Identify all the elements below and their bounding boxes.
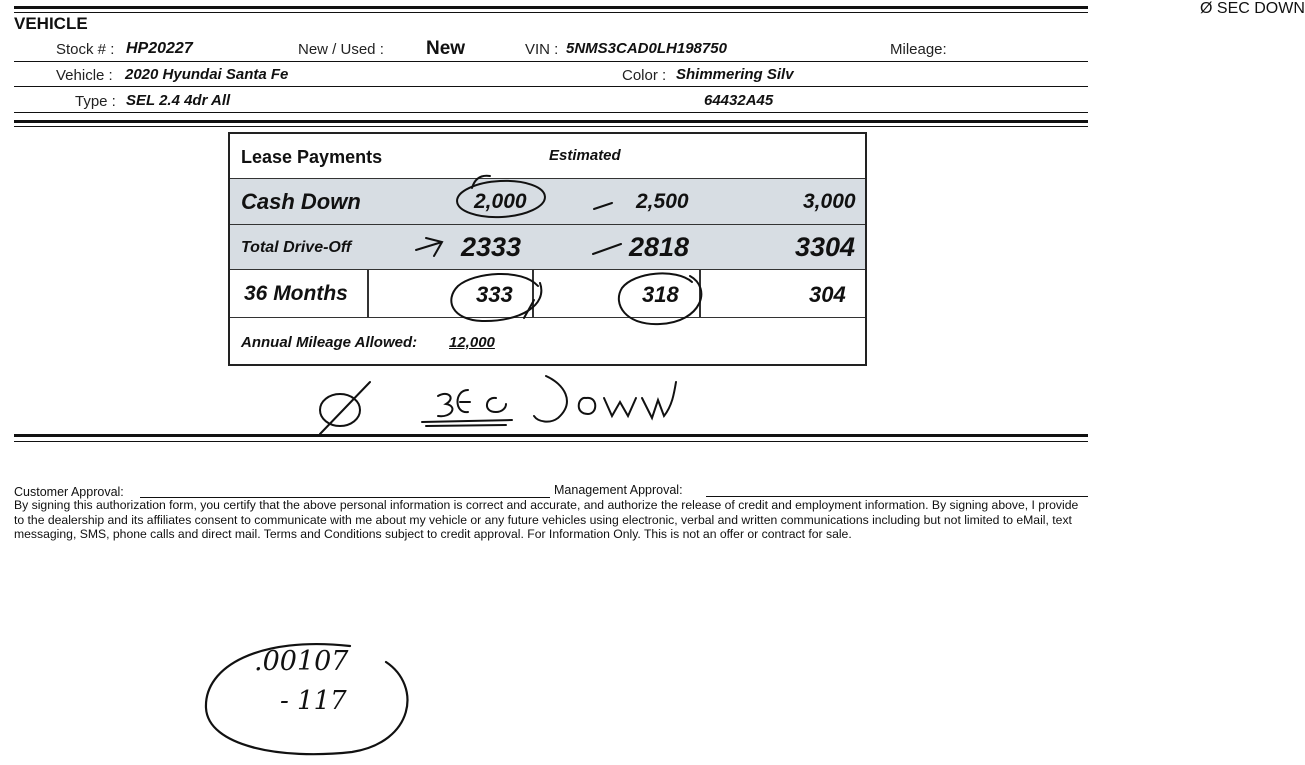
drive-off-2: 2818 (629, 232, 690, 262)
estimated-label: Estimated (549, 147, 621, 164)
circled-bottom: - 117 (280, 686, 347, 716)
mileage-allowed-label: Annual Mileage Allowed: (241, 334, 418, 351)
lower-rule-thin (14, 441, 1088, 442)
lease-title: Lease Payments (241, 147, 383, 167)
new-used-label: New / Used : (298, 41, 384, 58)
vin-label: VIN : (525, 41, 559, 58)
payment-3: 304 (809, 282, 846, 307)
code-value: 64432A45 (704, 92, 774, 109)
mileage-allowed-value: 12,000 (449, 334, 495, 351)
stock-label: Stock # : (56, 41, 115, 58)
payment-2: 318 (642, 282, 679, 307)
management-signature-line[interactable] (706, 496, 1088, 497)
circle-2000 (456, 179, 546, 220)
payment-1: 333 (476, 282, 513, 307)
legal-disclaimer: By signing this authorization form, you certify that the above personal information is correct and accurate, and authorize the release of credit and employment information. By signing above, I provide to the dealership and its affiliates consent to communicate with me about my vehicle or any future vehicles using electronic, verbal and written communications including but not limited to eMail, text messaging, SMS, phone calls and direct mail. Terms and Conditions subject to credit approval. For Information Only. This is not an offer or contract for sale. (14, 498, 1079, 542)
section-title: VEHICLE (14, 14, 88, 33)
vehicle-label: Vehicle : (56, 67, 113, 84)
handwritten-note (300, 368, 700, 440)
circled-top: .00107 (254, 646, 349, 677)
circle-333 (451, 274, 541, 321)
circle-318 (619, 273, 702, 324)
drive-off-1: 2333 (461, 232, 522, 262)
color-label: Color : (622, 67, 667, 84)
circle-333-tail (524, 300, 534, 318)
mileage-label: Mileage: (890, 41, 947, 58)
cash-down-2: 2,500 (636, 190, 689, 213)
cash-down-1: 2,000 (474, 190, 527, 213)
type-label: Type : (75, 93, 116, 110)
dash-2818 (593, 244, 621, 254)
vehicle-value: 2020 Hyundai Santa Fe (125, 66, 289, 83)
type-value: SEL 2.4 4dr All (126, 92, 231, 109)
arrow-2333 (416, 238, 442, 256)
lower-rule-thick (14, 434, 1088, 437)
dash-2500 (594, 203, 612, 209)
color-value: Shimmering Silv (676, 66, 794, 83)
drive-off-label: Total Drive-Off (241, 239, 352, 256)
cash-down-label: Cash Down (241, 189, 361, 214)
handwritten-note-text: Ø SEC DOWN (1200, 0, 1305, 17)
drive-off-3: 3304 (795, 232, 856, 262)
vin-value: 5NMS3CAD0LH198750 (566, 40, 727, 57)
new-used-value: New (426, 38, 466, 59)
term-label: 36 Months (244, 282, 348, 305)
cash-down-3: 3,000 (803, 190, 856, 213)
customer-approval-label: Customer Approval: (14, 485, 124, 499)
stock-value: HP20227 (126, 40, 193, 57)
management-approval-label: Management Approval: (554, 483, 683, 497)
